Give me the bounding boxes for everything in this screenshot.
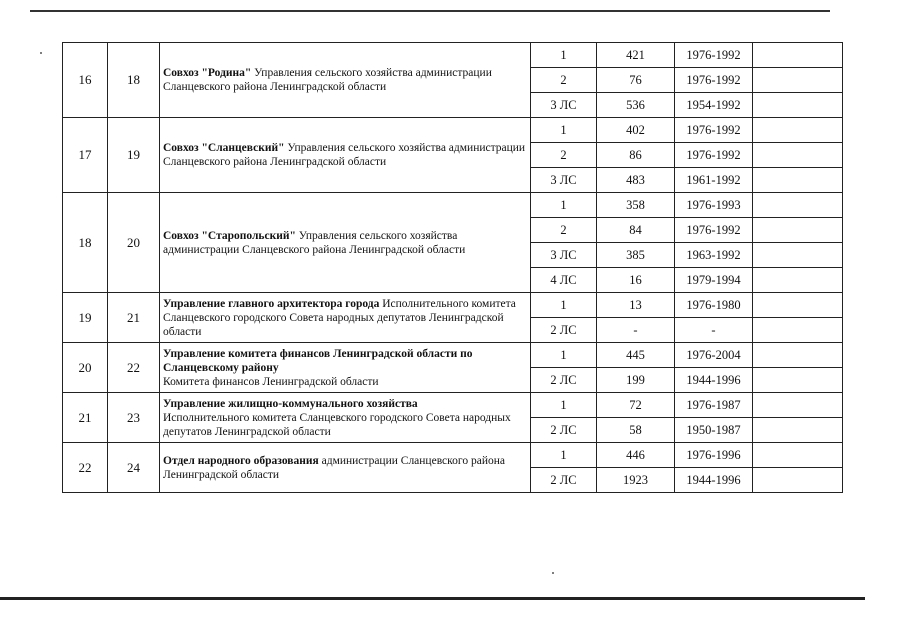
- inventory-number: 2: [531, 218, 597, 243]
- notes-cell: [753, 243, 843, 268]
- year-range: 1976-1987: [675, 393, 753, 418]
- inventory-number: 1: [531, 43, 597, 68]
- file-count: 445: [597, 343, 675, 368]
- file-count: 58: [597, 418, 675, 443]
- row-number: 22: [63, 443, 108, 493]
- fund-title-text: администрации Сланцевского района Ленинградской области: [163, 454, 505, 481]
- year-range: 1944-1996: [675, 368, 753, 393]
- notes-cell: [753, 218, 843, 243]
- table-row: [63, 343, 843, 368]
- fund-title: [160, 193, 531, 293]
- inventory-number: 2 ЛС: [531, 318, 597, 343]
- fund-title: [160, 343, 531, 393]
- year-range: 1976-1993: [675, 193, 753, 218]
- row-number: 16: [63, 43, 108, 118]
- fund-number: 21: [108, 293, 160, 343]
- notes-cell: [753, 368, 843, 393]
- year-range: 1961-1992: [675, 168, 753, 193]
- notes-cell: [753, 343, 843, 368]
- fund-title-text: Управления сельского хозяйства администрации Сланцевского района Ленинградской области: [163, 67, 492, 93]
- fund-title-bold: Совхоз "Сланцевский": [163, 142, 285, 154]
- file-count: 483: [597, 168, 675, 193]
- year-range: 1976-2004: [675, 343, 753, 368]
- inventory-number: 1: [531, 118, 597, 143]
- year-range: 1976-1992: [675, 118, 753, 143]
- year-range: 1954-1992: [675, 93, 753, 118]
- fund-number: 20: [108, 193, 160, 293]
- fund-title-text: Управления сельского хозяйства администрации Сланцевского района Ленинградской области: [163, 142, 526, 168]
- row-number: 18: [63, 193, 108, 293]
- fund-title: [160, 443, 531, 493]
- notes-cell: [753, 68, 843, 93]
- fund-number: 24: [108, 443, 160, 493]
- year-range: 1976-1992: [675, 43, 753, 68]
- year-range: -: [675, 318, 753, 343]
- table-row: [63, 443, 843, 468]
- fund-number: 18: [108, 43, 160, 118]
- fund-title-text: Управления сельского хозяйства администрации Сланцевского района Ленинградской области: [163, 229, 466, 256]
- fund-title-bold: Управление главного архитектора города: [163, 297, 380, 310]
- table-row: [63, 193, 843, 218]
- fund-registry-table: [62, 42, 843, 493]
- scan-edge-bottom: [0, 597, 865, 600]
- year-range: 1963-1992: [675, 243, 753, 268]
- file-count: 385: [597, 243, 675, 268]
- file-count: 76: [597, 68, 675, 93]
- file-count: 86: [597, 143, 675, 168]
- notes-cell: [753, 293, 843, 318]
- file-count: 199: [597, 368, 675, 393]
- notes-cell: [753, 168, 843, 193]
- inventory-number: 1: [531, 343, 597, 368]
- file-count: 84: [597, 218, 675, 243]
- file-count: 446: [597, 443, 675, 468]
- fund-title: [160, 118, 531, 193]
- year-range: 1950-1987: [675, 418, 753, 443]
- fund-number: 23: [108, 393, 160, 443]
- file-count: 1923: [597, 468, 675, 493]
- fund-title-bold: Совхоз "Родина": [163, 67, 252, 79]
- fund-title-bold: Совхоз "Старопольский": [163, 229, 296, 242]
- row-number: 21: [63, 393, 108, 443]
- inventory-number: 3 ЛС: [531, 93, 597, 118]
- scan-speck: [40, 52, 42, 54]
- notes-cell: [753, 193, 843, 218]
- fund-number: 19: [108, 118, 160, 193]
- fund-title-bold: Отдел народного образования: [163, 454, 319, 467]
- file-count: 13: [597, 293, 675, 318]
- inventory-number: 3 ЛС: [531, 243, 597, 268]
- inventory-number: 2: [531, 143, 597, 168]
- registry-body: [63, 43, 843, 493]
- row-number: 19: [63, 293, 108, 343]
- scan-speck: [552, 572, 554, 574]
- notes-cell: [753, 468, 843, 493]
- notes-cell: [753, 143, 843, 168]
- file-count: 402: [597, 118, 675, 143]
- fund-title-bold: Управление комитета финансов Ленинградской области по Сланцевскому району: [163, 347, 473, 374]
- inventory-number: 3 ЛС: [531, 168, 597, 193]
- row-number: 20: [63, 343, 108, 393]
- inventory-number: 1: [531, 293, 597, 318]
- fund-title-bold: Управление жилищно-коммунального хозяйства: [163, 397, 418, 410]
- notes-cell: [753, 268, 843, 293]
- inventory-number: 2 ЛС: [531, 468, 597, 493]
- notes-cell: [753, 318, 843, 343]
- file-count: 72: [597, 393, 675, 418]
- file-count: 358: [597, 193, 675, 218]
- year-range: 1979-1994: [675, 268, 753, 293]
- fund-title-text: Исполнительного комитета Сланцевского городского Совета народных депутатов Ленинградской области: [163, 297, 516, 338]
- fund-title-text: Комитета финансов Ленинградской области: [163, 375, 379, 388]
- inventory-number: 1: [531, 193, 597, 218]
- notes-cell: [753, 118, 843, 143]
- file-count: 421: [597, 43, 675, 68]
- inventory-number: 2 ЛС: [531, 368, 597, 393]
- year-range: 1976-1992: [675, 68, 753, 93]
- inventory-number: 1: [531, 393, 597, 418]
- inventory-number: 4 ЛС: [531, 268, 597, 293]
- notes-cell: [753, 418, 843, 443]
- inventory-number: 2: [531, 68, 597, 93]
- notes-cell: [753, 393, 843, 418]
- notes-cell: [753, 443, 843, 468]
- inventory-number: 2 ЛС: [531, 418, 597, 443]
- year-range: 1976-1996: [675, 443, 753, 468]
- file-count: 536: [597, 93, 675, 118]
- notes-cell: [753, 43, 843, 68]
- scan-edge-top: [30, 10, 830, 12]
- notes-cell: [753, 93, 843, 118]
- table-row: [63, 393, 843, 418]
- year-range: 1976-1980: [675, 293, 753, 318]
- table-row: [63, 293, 843, 318]
- year-range: 1976-1992: [675, 218, 753, 243]
- year-range: 1976-1992: [675, 143, 753, 168]
- fund-title-text: Исполнительного комитета Сланцевского городского Совета народных депутатов Ленинградской области: [163, 411, 511, 438]
- fund-title: [160, 43, 531, 118]
- fund-title: [160, 293, 531, 343]
- fund-number: 22: [108, 343, 160, 393]
- file-count: 16: [597, 268, 675, 293]
- table-row: [63, 43, 843, 68]
- year-range: 1944-1996: [675, 468, 753, 493]
- fund-title: [160, 393, 531, 443]
- inventory-number: 1: [531, 443, 597, 468]
- row-number: 17: [63, 118, 108, 193]
- table-row: [63, 118, 843, 143]
- file-count: -: [597, 318, 675, 343]
